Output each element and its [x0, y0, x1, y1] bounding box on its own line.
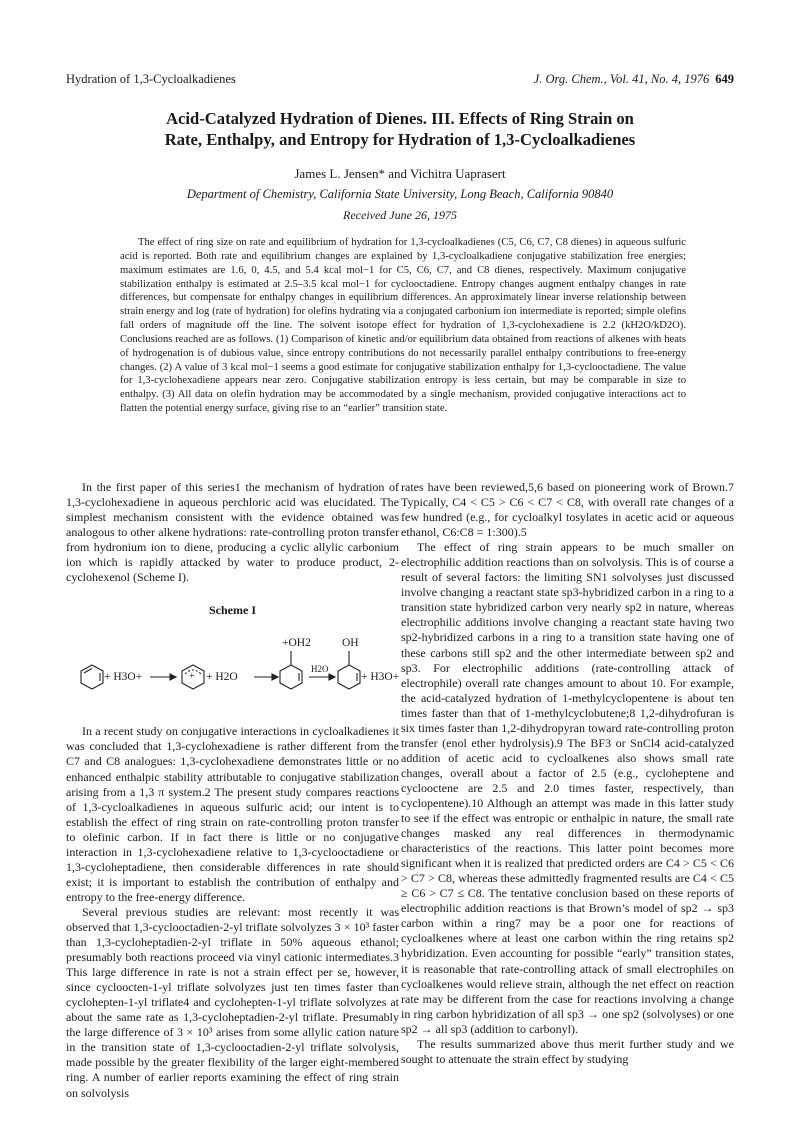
authors: James L. Jensen* and Vichitra Uaprasert	[294, 166, 506, 181]
paragraph-further-study: The results summarized above thus merit further study and we sought to attenuate the strain effect by studying	[401, 1036, 734, 1066]
scheme-water-reagent: + H2O	[206, 671, 238, 684]
paragraph-previous-studies: Several previous studies are relevant: most recently it was observed that 1,3-cyclooctadien-2-yl triflate solvolyzes 3 × 10³ faster than 1,3-cycloheptadien-2-yl triflate in 50% aqueous ethanol; presumably both reactions proceed via vinyl cationic intermediates.3 This large difference in rate is not a strain effect per se, however, since cycloocten-1-yl triflate solvolyzes just ten times faster than cyclohepten-1-yl triflate4 and cyclohepten-1-yl triflate solvolyzes at about the same rate as 1,3-cycloheptadien-2-yl triflate. Presumably the large difference of 3 × 10³ arises from some allylic cation nature in the transition state of 1,3-cyclooctadien-2-yl triflate solvolysis, made possible by the greater flexibility of the larger eight-membered ring. A number of earlier reports examining the effect of ring strain on solvolysis	[66, 904, 399, 1100]
title-line-2: Rate, Enthalpy, and Entropy for Hydration of 1,3-Cycloalkadienes	[164, 130, 636, 149]
paragraph-solvolysis-rates: rates have been reviewed,5,6 based on pioneering work of Brown.7 Typically, C4 < C5 > C6 < C7 < C8, with overall rate changes of a few hundred (e.g., for cycloalkyl tosylates in acetic acid or aqueous ethanol, C6:C8 = 1:300).5	[401, 480, 734, 540]
journal-citation: J. Org. Chem., Vol. 41, No. 4, 1976	[533, 72, 710, 86]
received-date: Received June 26, 1975	[343, 208, 457, 222]
right-column	[401, 480, 734, 1067]
scheme-i	[66, 624, 399, 704]
paragraph-ring-strain: The effect of ring strain appears to be much smaller on electrophilic addition reactions than on solvolysis. This is of course a result of several factors: the limiting SN1 solvolyses just discussed involve changing a reactant state sp3-hybridized carbon in a ring to a transition state hybridized carbon very nearly sp2 in nature, whereas electrophilic additions involve changing a reactant state having two sp2-hybridized carbons in a ring to a transition state having one of these carbons still sp2 and the other intermediate between sp2 and sp3. For electrophilic additions (rate-controlling attack of electrophile) overall rate changes amount to about 10. For example, the acid-catalyzed hydration of 1-methylcyclopentene is about ten times faster than that of 1-methylcyclobutene;8 1,2-dihydrofuran is six times faster than 1,2-dihydropyran toward rate-controlling proton transfer (enol ether hydrolysis).9 The BF3 or SnCl4 acid-catalyzed addition of acetic acid to cycloalkenes also shows small rate changes, overall about a factor of 2.5 (e.g., cycloheptene and cyclooctene are 2.5 and 2.0 times faster, respectively, than cyclopentene).10 Although an attempt was made in this latter study to see if the effect was entropic or enthalpic in nature, the small rate changes masked any real differences in thermodynamic characteristics of the reactions. This latter point becomes more significant when it is realized that predicted orders are C4 > C5 < C6 > C7 > C8, whereas these admittedly fragmented results are C4 < C5 ≥ C6 > C7 ≤ C8. The tentative conclusion based on these reports of electrophilic addition reactions is that Brown’s model of sp2 → sp3 carbon within a ring7 may be a poor one for reactions of cycloalkenes where at least one carbon within the ring retains sp2 hybridization. Even accounting for possible “early” transition states, it is reasonable that rate-controlling attack of small electrophiles on cycloalkenes would relieve strain, although the net effect on reaction rate may be different from the case for reactions involving a change in ring carbon hybridization of all sp3 → one sp2 (solvolyses) or one sp2 → all sp3 (addition to carbonyl).	[401, 540, 734, 1036]
cyclohexadiene-ring	[81, 665, 103, 689]
reaction-arrow-1	[150, 674, 176, 680]
paragraph-conjugation: In a recent study on conjugative interactions in cycloalkadienes it was concluded that 1,3-cyclohexadiene is rather different from the C7 and C8 analogues: 1,3-cyclohexadiene demonstrates little or no enhanced enthalpic stability attributable to conjugative stabilization arising from a 1,3 π system.2 The present study compares reactions of 1,3-cycloalkadienes in aqueous sulfuric acid; our intent is to establish the effect of ring strain on rate-controlling proton transfer to olefinic carbon. If in fact there is little or no conjugative interaction in 1,3-cyclohexadiene relative to 1,3-cyclooctadiene or 1,3-cycloheptadiene, then considerable differences in rate should exist; it is important to establish the contribution of enthalpy and entropy to the free-energy difference.	[66, 724, 399, 904]
hydroxyl-group: OH	[342, 637, 359, 650]
abstract: The effect of ring size on rate and equilibrium of hydration for 1,3-cycloalkadienes (C5, C6, C7, C8 dienes) in aqueous sulfuric acid is reported. Both rate and equilibrium changes are explained by 1,3-cycloalkadiene conjugative stabilization free energies; maximum estimates are 1.6, 0, 4.5, and 5.4 kcal mol−1 for C5, C6, C7, and C8 dienes, respectively. Maximum conjugative stabilization enthalpy is estimated at 2.5–3.5 kcal mol−1 for cyclooctadiene. Entropy changes augment enthalpy changes in rate differences, but compensate for enthalpy changes in equilibrium differences. An approximately linear inverse relationship between strain energy and log (rate of hydration) for olefins hydrating via a conjugated carbonium ion intermediate is reported; simple olefins fall orders of magnitude off the line. The solvent isotope effect for hydration of 1,3-cyclohexadiene is 2.2 (kH2O/kD2O). Conclusions reached are as follows. (1) Comparison of kinetic and/or equilibrium data obtained from reactions of alkenes with heats of hydrogenation is of dubious value, since entropy contributions do not necessarily parallel enthalpy contributions to free-energy changes. (2) A value of 3 kcal mol−1 seems a good estimate for conjugative stabilization enthalpy for 1,3-cyclooctadiene. The value for 1,3-cyclohexadiene appears near zero. Conjugative stabilization entropy is less certain, but may be comparable in size to enthalpy. (3) All data on olefin hydration may be accommodated by a single mechanism, provided conjugative interactions act to flatten the potential energy surface, giving rise to an “earlier” transition state.	[120, 237, 686, 415]
article-title	[80, 108, 720, 150]
arrow-label-water: H2O	[311, 664, 329, 675]
scheme-h3o-product: + H3O+	[361, 671, 400, 684]
running-head-journal	[534, 72, 734, 87]
title-line-1: Acid-Catalyzed Hydration of Dienes. III. Effects of Ring Strain on	[166, 109, 634, 128]
paragraph-intro: In the first paper of this series1 the mechanism of hydration of 1,3-cyclohexadiene in aqueous perchloric acid was elucidated. The simplest mechanism consistent with the evidence obtained was analogous to other alkene hydrations: rate-controlling proton transfer from hydronium ion to diene, producing a cyclic allylic carbonium ion which is rapidly attacked by water to produce product, 2-cyclohexenol (Scheme I).	[66, 480, 399, 585]
scheme-label: Scheme I	[209, 603, 256, 618]
oxonium-ring	[280, 651, 302, 689]
reaction-arrow-2	[254, 674, 278, 680]
cyclohexenol-ring	[338, 651, 360, 689]
scheme-h3o-reagent: + H3O+	[104, 671, 143, 684]
running-head-title: Hydration of 1,3-Cycloalkadienes	[66, 72, 236, 86]
left-column	[66, 480, 399, 1101]
oxonium-group-label: +OH2	[282, 637, 311, 650]
running-head	[66, 72, 734, 88]
affiliation: Department of Chemistry, California State University, Long Beach, California 90840	[186, 187, 614, 201]
cation-charge: +	[189, 671, 195, 683]
page-number: 649	[715, 72, 734, 86]
